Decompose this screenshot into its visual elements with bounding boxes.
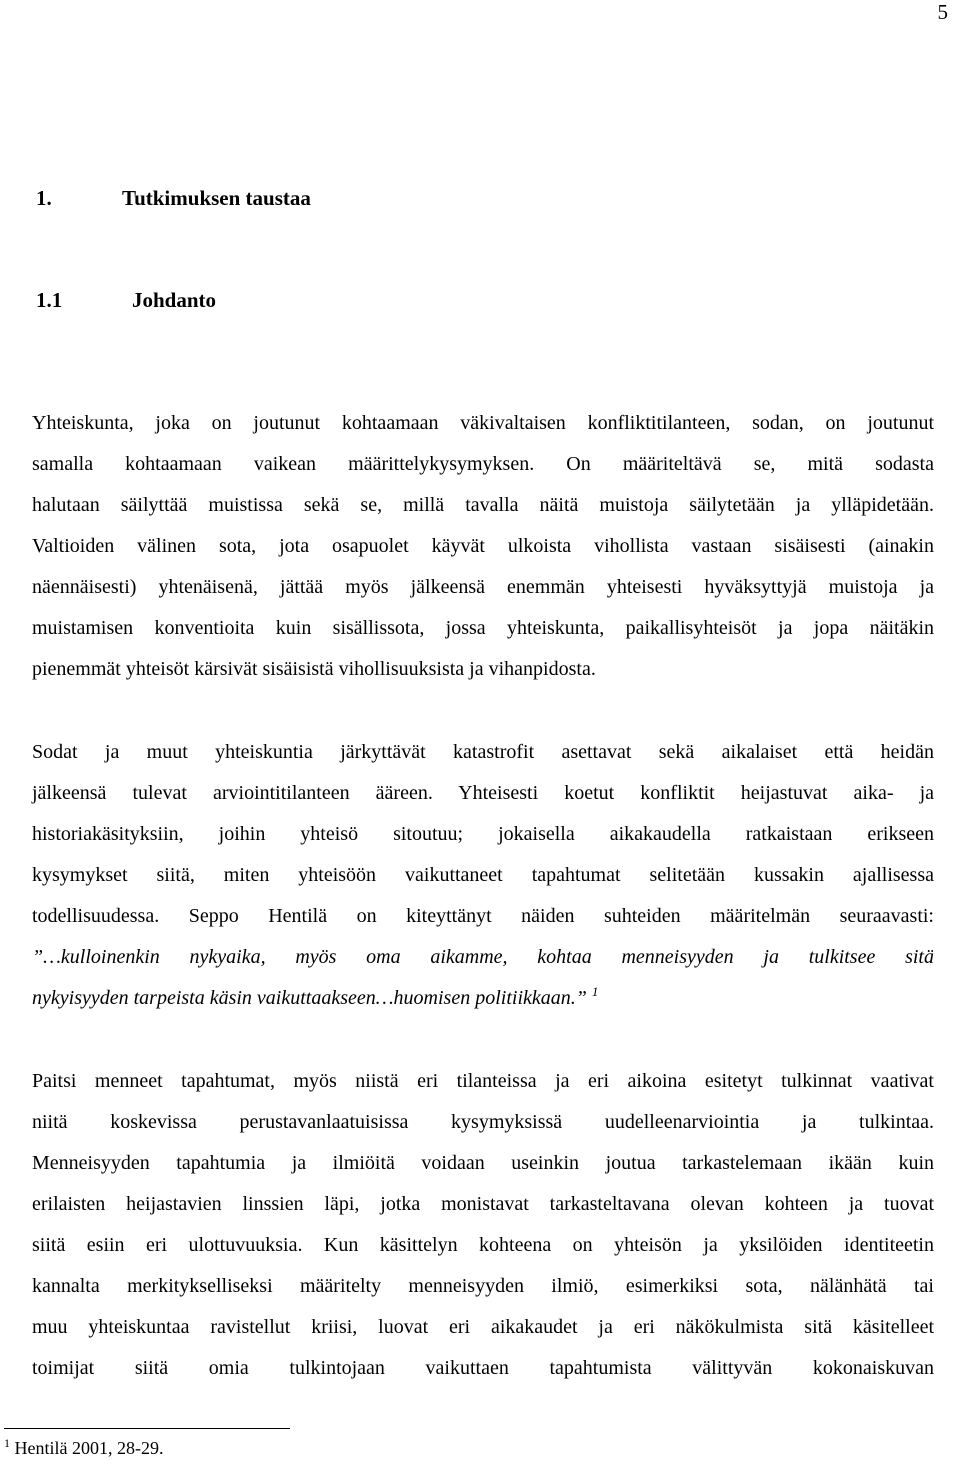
quote-line: ”…kulloinenkin nykyaika, myös oma aikamme, kohtaa menneisyyden ja tulkitsee sitä	[32, 946, 934, 968]
footnote-text: Hentilä 2001, 28-29.	[14, 1438, 164, 1458]
quote-line	[32, 986, 934, 1010]
paragraph-line: muu yhteiskuntaa ravistellut kriisi, luovat eri aikakaudet ja eri näkökulmista sitä käsitelleet	[32, 1316, 934, 1338]
paragraph-line: Yhteiskunta, joka on joutunut kohtaamaan väkivaltaisen konfliktitilanteen, sodan, on joutunut	[32, 412, 934, 434]
paragraph-line: erilaisten heijastavien linssien läpi, jotka monistavat tarkasteltavana olevan kohteen ja tuovat	[32, 1193, 934, 1215]
paragraph-line: Valtioiden välinen sota, jota osapuolet käyvät ulkoista vihollista vastaan sisäisesti (ainakin	[32, 535, 934, 557]
footnote-reference: 1	[591, 984, 599, 999]
paragraph-line: niitä koskevissa perustavanlaatuisissa kysymyksissä uudelleenarviointia ja tulkintaa.	[32, 1111, 934, 1133]
paragraph-line: näennäisesti) yhtenäisenä, jättää myös jälkeensä enemmän yhteisesti hyväksyttyjä muistoja ja	[32, 576, 934, 598]
page-number: 5	[937, 0, 948, 24]
paragraph-line: Sodat ja muut yhteiskuntia järkyttävät katastrofit asettavat sekä aikalaiset että heidän	[32, 741, 934, 763]
paragraph-line: halutaan säilyttää muistissa sekä se, millä tavalla näitä muistoja säilytetään ja ylläpidetään.	[32, 494, 934, 516]
section-heading	[36, 186, 311, 211]
footnote-separator	[4, 1428, 290, 1429]
paragraph-line: Paitsi menneet tapahtumat, myös niistä eri tilanteissa ja eri aikoina esitetyt tulkinnat vaativat	[32, 1070, 934, 1092]
paragraph-line: jälkeensä tulevat arviointitilanteen ääreen. Yhteisesti koetut konfliktit heijastuvat aika- ja	[32, 782, 934, 804]
paragraph-line: kysymykset siitä, miten yhteisöön vaikuttaneet tapahtumat selitetään kussakin ajallisessa	[32, 864, 934, 886]
footnote-number: 1	[4, 1436, 10, 1450]
paragraph-line: siitä esiin eri ulottuvuuksia. Kun käsittelyn kohteena on yhteisön ja yksilöiden identiteetin	[32, 1234, 934, 1256]
paragraph-line: todellisuudessa. Seppo Hentilä on kiteyttänyt näiden suhteiden määritelmän seuraavasti:	[32, 905, 934, 927]
section-title: Tutkimuksen taustaa	[122, 186, 311, 210]
paragraph-line: Menneisyyden tapahtumia ja ilmiöitä voidaan useinkin joutua tarkastelemaan ikään kuin	[32, 1152, 934, 1174]
subsection-heading	[36, 288, 217, 313]
paragraph-line: muistamisen konventioita kuin sisällissota, jossa yhteiskunta, paikallisyhteisöt ja jopa näitäkin	[32, 617, 934, 639]
paragraph-line: kannalta merkitykselliseksi määritelty menneisyyden ilmiö, esimerkiksi sota, nälänhätä tai	[32, 1275, 934, 1297]
paragraph-line: historiakäsityksiin, joihin yhteisö sitoutuu; jokaisella aikakaudella ratkaistaan erikseen	[32, 823, 934, 845]
section-number: 1.	[36, 186, 52, 210]
subsection-title: Johdanto	[132, 288, 217, 312]
paragraph-line: samalla kohtaamaan vaikean määrittelykysymyksen. On määriteltävä se, mitä sodasta	[32, 453, 934, 475]
paragraph-line: pienemmät yhteisöt kärsivät sisäisistä vihollisuuksista ja vihanpidosta.	[32, 658, 596, 680]
subsection-number: 1.1	[36, 288, 63, 312]
footnote	[4, 1438, 163, 1459]
paragraph-line: toimijat siitä omia tulkintojaan vaikuttaen tapahtumista välittyvän kokonaiskuvan	[32, 1357, 934, 1379]
quote-text: nykyisyyden tarpeista käsin vaikuttaakseen…huomisen politiikkaan.”	[32, 987, 587, 1009]
